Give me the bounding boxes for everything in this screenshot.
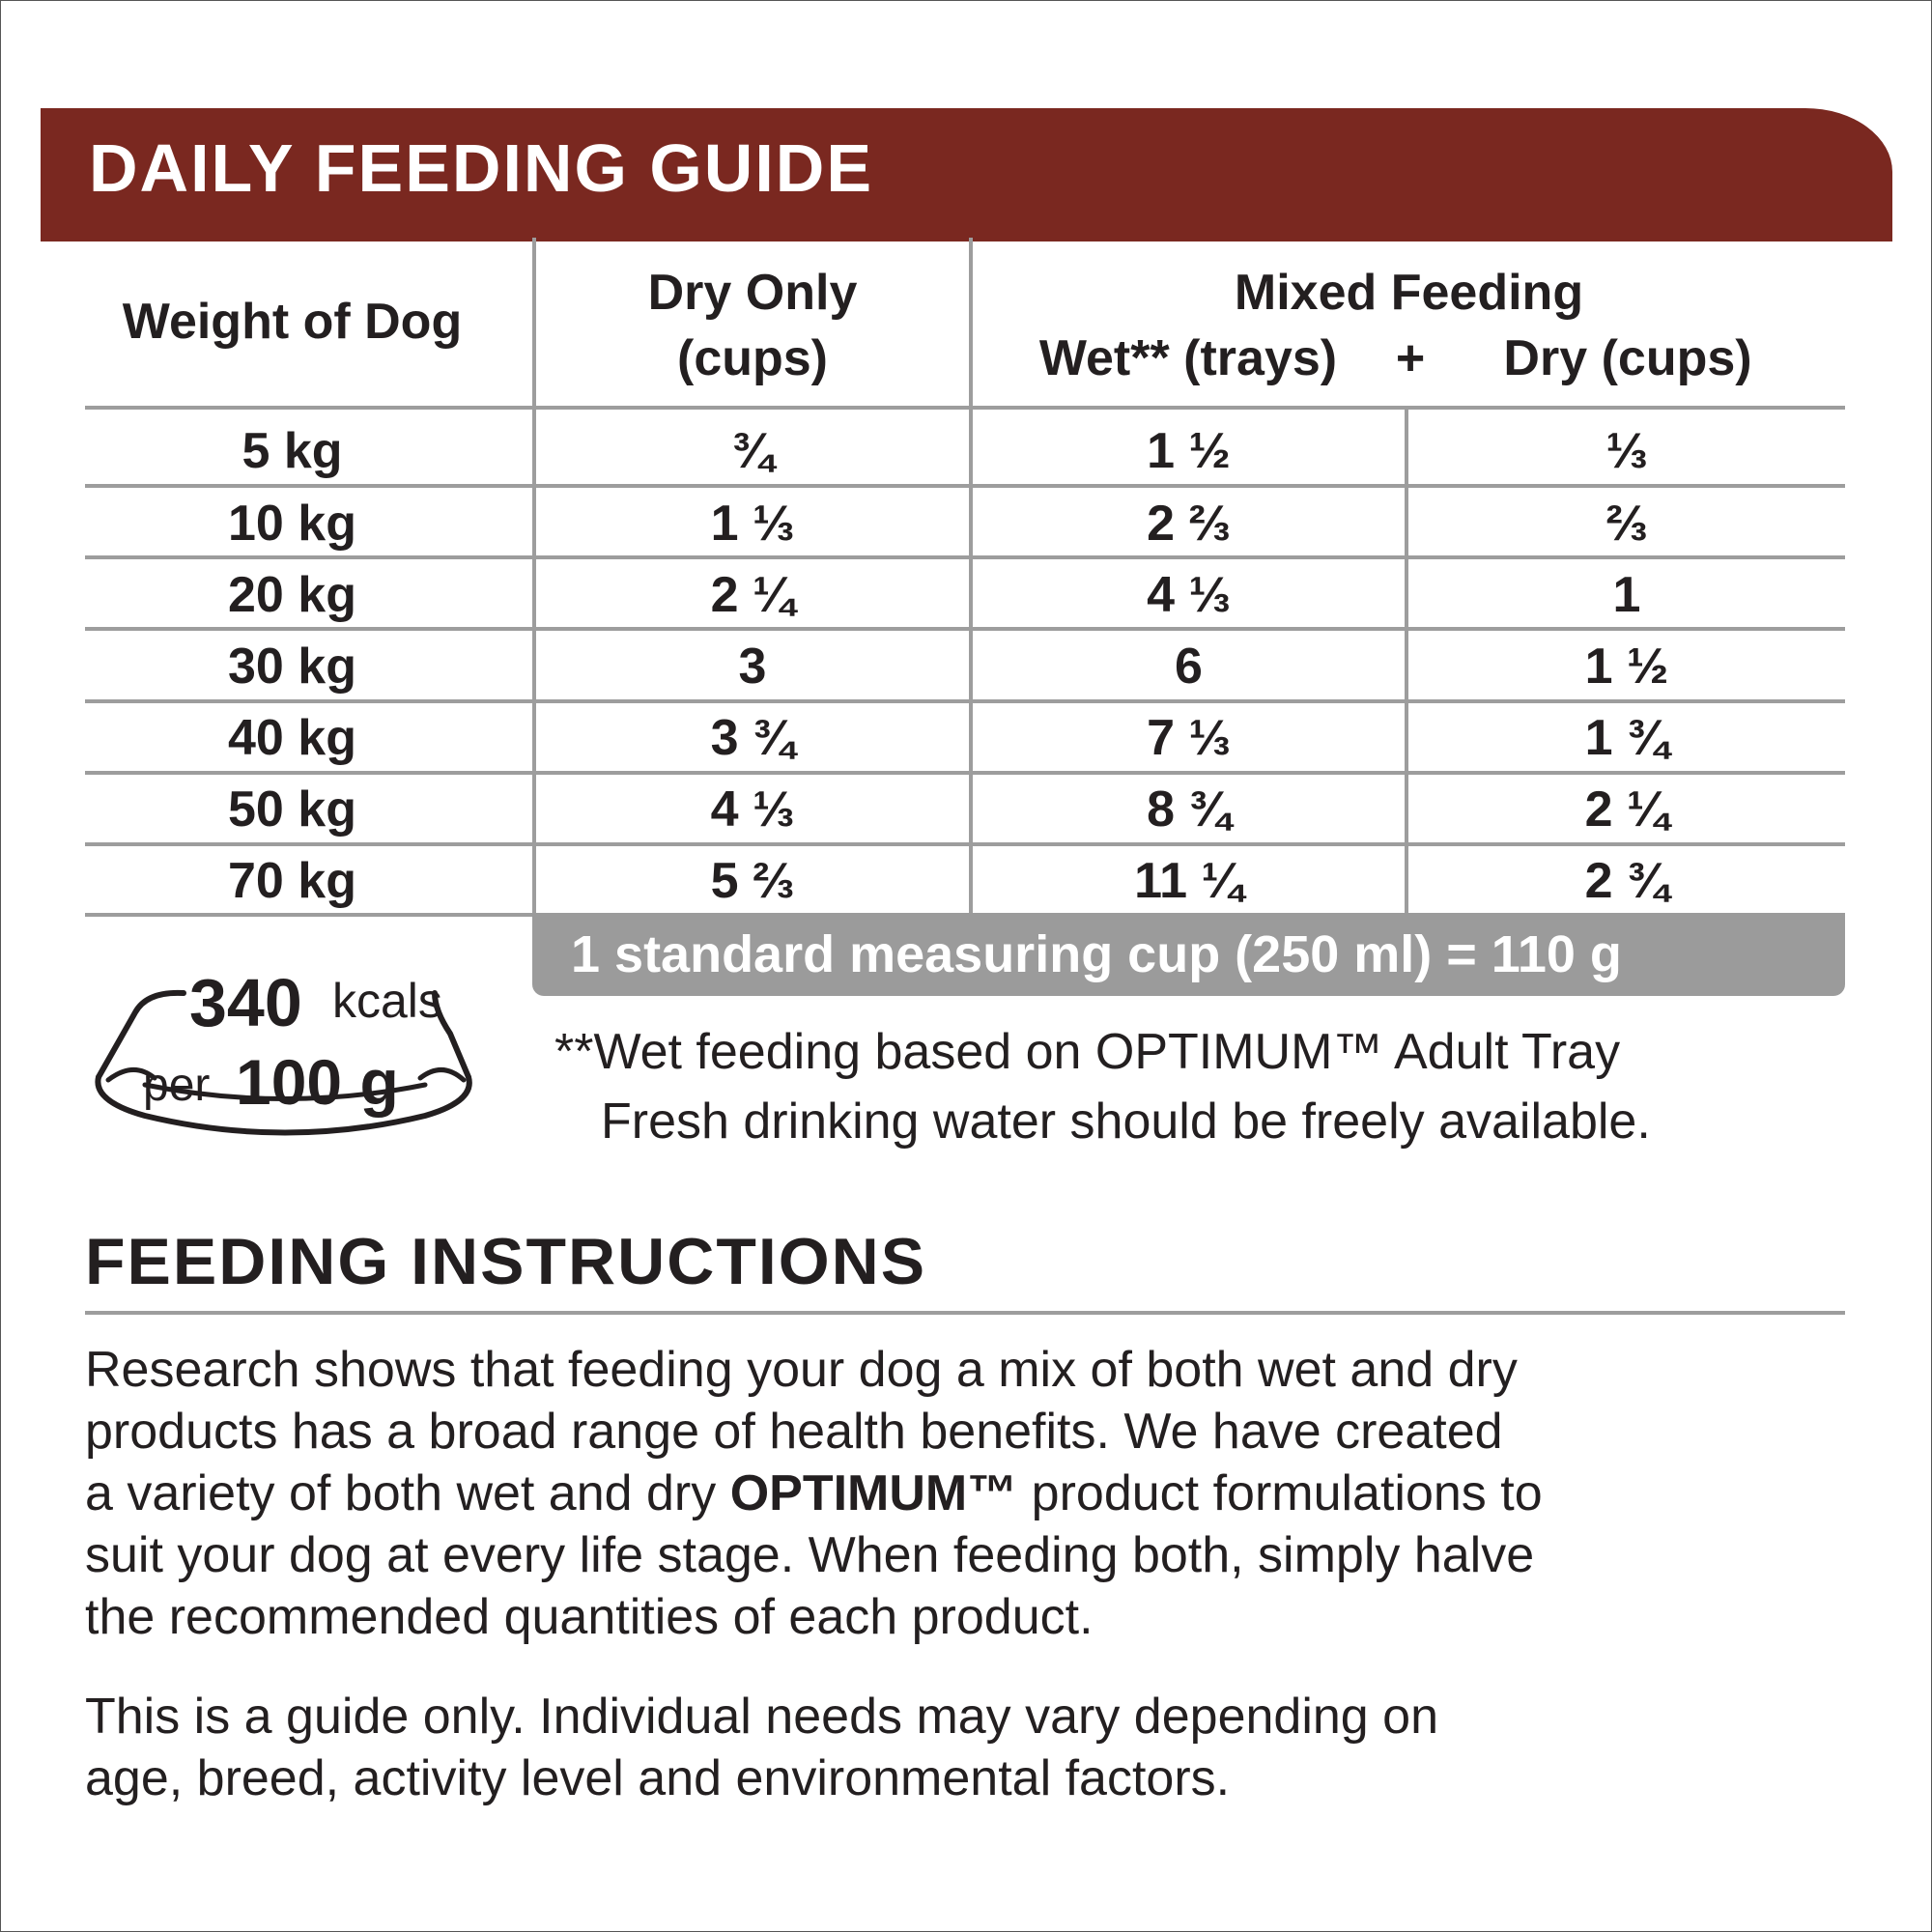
header-dry-only: Dry Only	[647, 265, 858, 321]
cell-dry: 1 ¾	[1584, 710, 1669, 766]
paragraph-line: age, breed, activity level and environmental factors.	[85, 1750, 1231, 1806]
header-dry-only-unit: (cups)	[677, 330, 828, 386]
cell-weight: 10 kg	[228, 496, 356, 552]
cell-weight: 40 kg	[228, 710, 356, 766]
wet-feeding-note: **Wet feeding based on OPTIMUM™ Adult Tray	[554, 1024, 1621, 1080]
cell-dry: 1 ½	[1584, 639, 1669, 695]
cell-wet: 8 ¾	[1147, 781, 1231, 838]
energy-unit: kcals	[332, 974, 442, 1028]
guide-title: DAILY FEEDING GUIDE	[89, 130, 874, 206]
water-note: Fresh drinking water should be freely available.	[601, 1094, 1651, 1150]
cell-dry: 1	[1612, 567, 1641, 623]
paragraph-text: product formulations to	[1017, 1465, 1543, 1521]
cell-dry-only: 4 ⅓	[710, 781, 795, 838]
cup-note: 1 standard measuring cup (250 ml) = 110 g	[571, 925, 1622, 983]
cell-dry: 2 ¼	[1584, 781, 1669, 838]
paragraph-line: the recommended quantities of each product.	[85, 1589, 1094, 1645]
paragraph-line: products has a broad range of health benefits. We have created	[85, 1404, 1503, 1460]
paragraph-line	[85, 1463, 1543, 1524]
instructions-title: FEEDING INSTRUCTIONS	[85, 1225, 927, 1298]
cell-dry-only: ¾	[731, 423, 774, 479]
cell-weight: 5 kg	[242, 423, 343, 479]
cell-wet: 4 ⅓	[1147, 567, 1231, 623]
energy-number: 340	[189, 965, 302, 1040]
cell-wet: 6	[1175, 639, 1203, 695]
paragraph-text: a variety of both wet and dry	[85, 1465, 730, 1521]
paragraph-line: This is a guide only. Individual needs may vary depending on	[85, 1689, 1439, 1745]
cell-dry-only: 3 ¾	[710, 710, 795, 766]
cell-weight: 20 kg	[228, 567, 356, 623]
cell-wet: 2 ⅔	[1147, 496, 1231, 552]
header-mixed: Mixed Feeding	[1234, 265, 1584, 321]
cell-dry: ⅔	[1605, 496, 1648, 552]
cell-dry-only: 2 ¼	[710, 567, 795, 623]
paragraph-line: Research shows that feeding your dog a mix of both wet and dry	[85, 1342, 1518, 1398]
cell-weight: 50 kg	[228, 781, 356, 838]
header-mixed-wet: Wet** (trays)	[1038, 330, 1338, 386]
cell-dry: ⅓	[1605, 423, 1648, 479]
cell-weight: 30 kg	[228, 639, 356, 695]
cell-dry-only: 1 ⅓	[710, 496, 795, 552]
cell-wet: 7 ⅓	[1147, 710, 1231, 766]
header-mixed-dry: Dry (cups)	[1503, 330, 1752, 386]
cell-wet: 1 ½	[1147, 423, 1231, 479]
brand-name: OPTIMUM™	[729, 1465, 1018, 1521]
cell-wet: 11 ¼	[1134, 853, 1243, 909]
cell-dry-only: 5 ⅔	[710, 853, 795, 909]
energy-amount: 100 g	[236, 1046, 399, 1118]
cell-dry: 2 ¾	[1584, 853, 1669, 909]
header-rule	[85, 406, 1845, 410]
instructions-rule	[85, 1311, 1845, 1315]
paragraph-line: suit your dog at every life stage. When feeding both, simply halve	[85, 1527, 1535, 1583]
header-mixed-plus: +	[1395, 330, 1426, 386]
energy-per: per	[143, 1060, 211, 1111]
cell-dry-only: 3	[738, 639, 767, 695]
cell-weight: 70 kg	[228, 853, 356, 909]
header-weight: Weight of Dog	[122, 294, 463, 350]
